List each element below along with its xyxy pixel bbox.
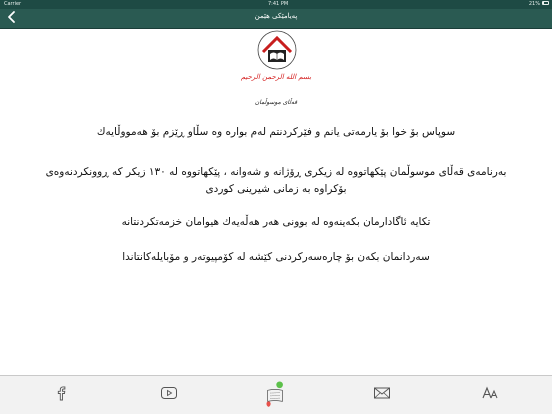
- tab-messages[interactable]: [263, 378, 287, 410]
- carrier-label: Carrier: [4, 1, 22, 7]
- youtube-icon: [160, 386, 178, 400]
- paragraph-program: [0, 164, 552, 198]
- tab-email[interactable]: [370, 381, 394, 405]
- paragraph-visit: سەردانمان بکەن بۆ چارەسەرکردنی کێشە لە کۆمپیوتەر و مۆبایلەکانتاندا: [122, 251, 430, 263]
- tab-bar: [0, 375, 552, 414]
- page-title: پەیامێکی هێمن: [254, 12, 298, 20]
- battery-icon: [542, 1, 549, 5]
- facebook-icon: [54, 385, 68, 401]
- messages-icon: [263, 378, 287, 410]
- paragraph-program-line2: بۆکراوە بە زمانی شیرینی کوردی: [205, 183, 347, 195]
- status-bar: [0, 0, 552, 9]
- email-icon: [373, 386, 391, 400]
- battery-percent: 21%: [528, 1, 540, 7]
- paragraph-feedback: تکایە ئاگادارمان بکەینەوە لە بوونی هەر هەڵەیەك هیوامان خزمەتکردنتانە: [121, 216, 431, 228]
- tab-youtube[interactable]: [157, 381, 181, 405]
- navigation-bar: [0, 9, 552, 29]
- chevron-left-icon: [6, 10, 18, 24]
- paragraph-thanks: سوپاس بۆ خوا بۆ یارمەتی یانم و فێرکردنتم لەم بوارە وە سڵاو ڕێزم بۆ هەمووڵایەك: [96, 126, 456, 138]
- house-quran-logo-icon: [257, 30, 297, 70]
- app-logo: [257, 30, 297, 70]
- subtitle-text: قەڵای موسوڵمان: [254, 99, 298, 106]
- font-size-icon: [481, 386, 499, 400]
- paragraph-program-line1: بەرنامەی قەڵای موسوڵمان پێکهاتووە لە زیکری ڕۆژانە و شەوانە ، پێکهاتووە لە ١٣٠ زیکر کە ڕوونکردنەوەی: [45, 166, 507, 178]
- basmala-text: بسم الله الرحمن الرحيم: [240, 73, 312, 81]
- status-time: 7:41 PM: [268, 1, 289, 7]
- back-button[interactable]: [4, 10, 20, 26]
- tab-facebook[interactable]: [49, 381, 73, 405]
- tab-font-size[interactable]: [478, 381, 502, 405]
